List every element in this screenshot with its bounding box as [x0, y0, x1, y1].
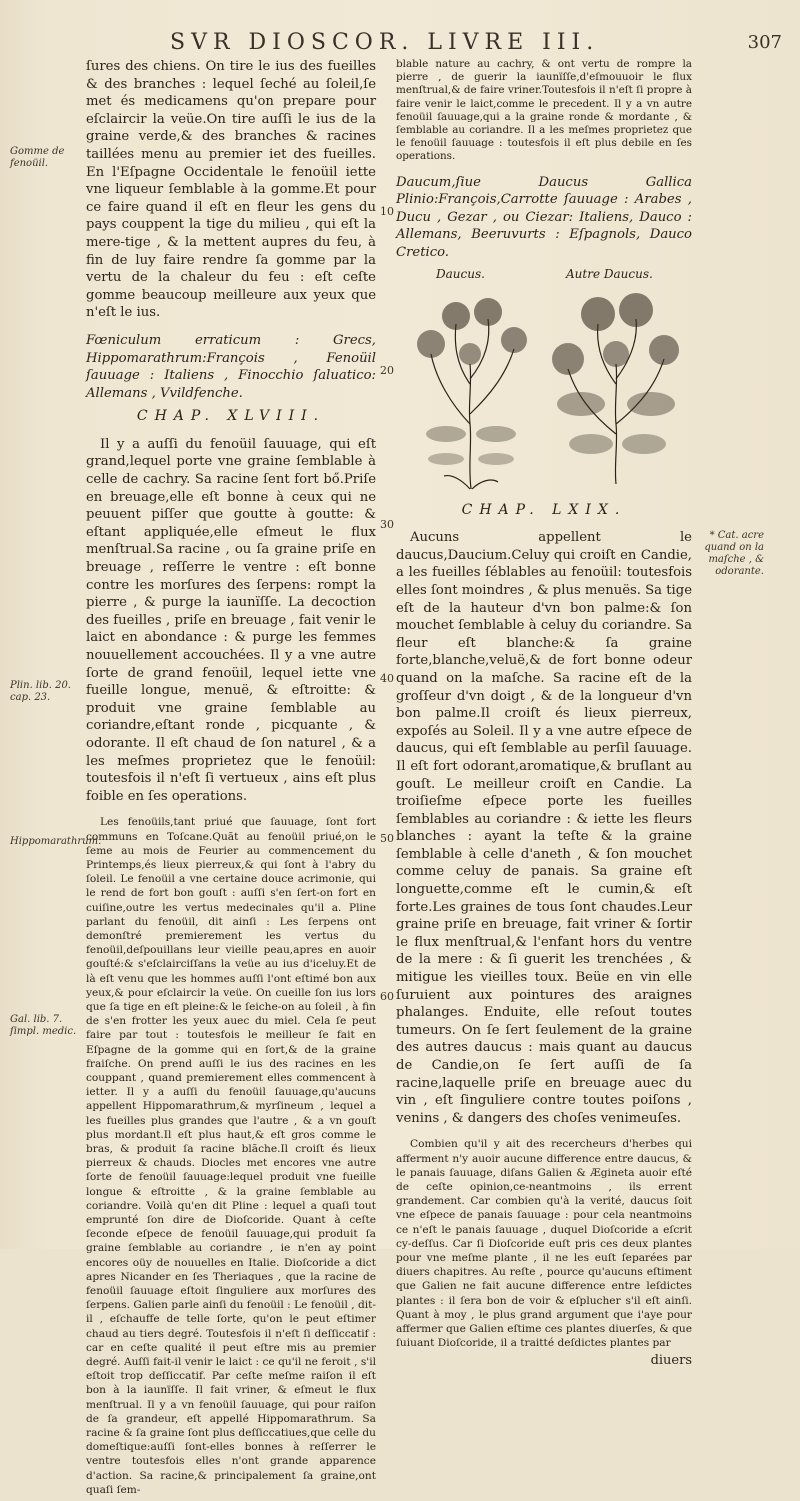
margin-note-pliny: Plin. lib. 20. cap. 23.	[10, 680, 71, 703]
paragraph-fennel-continued: blable nature au cachry, & ont vertu de rompre la pierre , de guerir la iaunïſſe,d'eſmouuoir le flux menſtrual,& de faire vriner.Toutesfois il n'eſt ſi propre à faire venir le laict,comme le precedent. Il y a vn autre fenoüil ſauuage,qui a la graine ronde & mordante , & ſemblable au coriandre. Il a les meſmes proprietez que le fenoüil ſauuage : toutesfois il eſt plus debile en ſes operations.	[396, 58, 692, 163]
left-column	[86, 58, 376, 1501]
page-number: 307	[747, 32, 782, 53]
margin-note-gomme: Gomme de fenoüil.	[10, 146, 65, 169]
paragraph-wild-fennel: Il y a auſſi du fenoüil ſauuage, qui eſt grand,lequel porte vne graine ſemblable à celle de cachry. Sa racine ſent fort bő.Priſe en breuage,elle eſt bonne à ceux qui ne peuuent piſſer que goutte à goutte: & eſtant appliquée,elle eſmeut le flux menſtrual.Sa racine , ou ſa graine priſe en breuage , reſſerre le ventre : eſt bonne contre les morſures des ſerpens: rompt la pierre , & purge la iaunïſſe. La decoction des fueilles , priſe en breuage , fait venir le laict en abondance : & purge les femmes nouuellement accouchées. Il y a vne autre ſorte de grand fenoüil, lequel iette vne fueille longue, menuë, & eſtroitte: & produit vne graine ſemblable au coriandre,eſtant ronde , picquante , & odorante. Il eſt chaud de ſon naturel , & a les meſmes proprietez que le fenoüil: toutesfois il n'eſt ſi vertueux , ains eſt plus foible en ſes operations.	[86, 436, 376, 804]
paragraph-daucus: Aucuns appellent le daucus,Daucium.Celuy qui croiſt en Candie, a les fueilles ſéblables au fenoüil: toutesfois elles ſont moindres , & plus menuës. Sa tige eſt de la hauteur d'vn bon palme:& ſon mouchet ſemblable à celuy du coriandre. Sa fleur eſt blanche:& ſa graine forte,blanche,veluë,& de fort bonne odeur quand on la maſche. Sa racine eſt de la groſſeur d'vn doigt , & de la longueur d'vn bon palme.Il croiſt és lieux pierreux, expoſés au Soleil. Il y a vne autre eſpece de daucus, qui eſt ſemblable au perſil ſauuage. Il eſt fort odorant,aromatique,& bruſlant au gouſt. Le meilleur croiſt en Candie. La troiſieſme eſpece porte les fueilles ſemblables au coriandre : & iette les fleurs blanches : ayant la teſte & la graine ſemblable à celle d'aneth , & ſon mouchet comme celuy de panais. Sa graine eſt longuette,comme eſt le cumin,& eſt forte.Les graines de tous ſont chaudes.Leur graine priſe en breuage, fait vriner & ſortir le flux menſtrual,& l'enfant hors du ventre de la mere : & ſi guerit les trenchées , & mitigue les vieilles toux. Beüe en vin elle ſuruient aux pointures des araignes phalanges. Enduite, elle reſout toutes tumeurs. On ſe ſert ſeulement de la graine des autres daucus : mais quant au daucus de Candie,on ſe ſert auſſi de ſa racine,laquelle priſe en breuage auec du vin , eſt ſinguliere contre toutes poiſons , venins , & dangers des choſes venimeuſes.	[396, 530, 693, 1126]
plant-illustrations	[396, 266, 692, 496]
line-number: 40	[380, 672, 394, 685]
catchword: diuers	[650, 1353, 692, 1369]
chapter-heading-69: CHAP. LXIX.	[461, 501, 627, 518]
line-number: 60	[380, 990, 394, 1003]
commentary-daucus: Combien qu'il y ait des recercheurs d'herbes qui afferment n'y auoir aucune difference entre daucus, & le panais ſauuage, diſans Galien & Ægineta auoir eſté de ceſte opinion,ce-neantmoins , ils errent grandement. Car combien qu'à la verité, daucus ſoit vne eſpece de panais ſauuage : pour cela neantmoins ce n'eſt le panais ſauuage , duquel Dioſcoride a eſcrit cy-deſſus. Car ſi Dioſcoride euſt pris ces deux plantes pour vne meſme plante , il ne les euſt ſeparées par diuers chapitres. Au reſte , pource qu'aucuns eſtiment que Galien ne fait aucune difference entre leſdictes plantes : il ſera bon de voir & eſplucher s'il eſt ainſi. Quant à moy , le plus grand argument que i'aye pour affermer que Galien eſtime ces plantes diuerſes, & que ſuiuant Dioſcoride, il a traitté deſdictes plantes par	[396, 1138, 692, 1350]
paragraph-fennel-gum: ſures des chiens. On tire le ius des fueilles & des branches : lequel ſeché au ſoleil,ſe met és medicamens qu'on prepare pour eſclaircir la veüe.On tire auſſi le ius de la graine verde,& des branches & racines taillées menu au premier iet des fueilles. En l'Eſpagne Occidentale le fenoüil iette vne liqueur ſemblable à la gomme.Et pour ce faire quand il eſt en fleur les gens du pays couppent la tige du milieu , qui eſt la mere-tige , & la mettent aupres du feu, à fin de luy faire rendre ſa gomme par la vertu de la chaleur du feu : eſt ceſte gomme beaucoup meilleure aux yeux que n'eſt le ius.	[86, 59, 376, 321]
line-number: 30	[380, 518, 394, 531]
margin-note-hippomarathrum: Hippomarathrum.	[10, 836, 102, 847]
commentary-fennel: Les fenoüils,tant priué que ſauuage, ſont fort communs en Toſcane.Quãt au fenoüil priué,on le ſeme au mois de Feurier au commencement du Printemps,és lieux pierreux,& qui ſont à l'abry du ſoleil. Le fenoüil a vne certaine douce acrimonie, qui le rend de fort bon gouſt : auſſi s'en ſert-on fort en cuiſine,outre les vertus medecinales qu'il a. Pline parlant du fenoüil, dit ainſi : Les ſerpens ont demonſtré premierement les vertus du fenoüil,deſpouillans leur vieille peau,apres en auoir gouſté:& s'eſclairciſſans la veüe au ius d'iceluy.Et de là eſt venu que les hommes auſſi l'ont eſtimé bon aux yeux,& pour eſclaircir la veüe. On cueille ſon ius lors que ſa tige en eſt pleine:& le ſeiche-on au ſoleil , à fin de s'en frotter les yeux auec du miel. Cela ſe peut faire par tout : toutesfois le meilleur ſe fait en Eſpagne de la gomme qui en ſort,& de la graine fraiſche. On prend auſſi le ius des racines en les couppant , quand premierement elles commencent à ietter. Il y a auſſi du fenoüil ſauuage,qu'aucuns appellent Hippomarathrum,& myrſineum , lequel a les fueilles plus grandes que l'autre , & a vn gouſt plus mordant.Il eſt plus haut,& eſt gros comme le bras, & produit ſa racine blãche.Il croiſt és lieux pierreux & chauds. Diocles met encores vne autre ſorte de fenoüil ſauuage:lequel produit vne fueille longue & eſtroitte , & la graine ſemblable au coriandre. Voilà qu'en dit Pline : lequel a quaſi tout emprunté ſon dire de Dioſcoride. Quant à ceſte ſeconde eſpece de fenoüil ſauuage,qui produit ſa graine ſemblable au coriandre , ie n'en ay point encores oüy de nouuelles en Italie. Dioſcoride a dict apres Nicander en ſes Theriaques , que la racine de fenoüil ſauuage eſtoit ſinguliere aux morſures des ſerpens. Galien parle ainſi du fenoüil : Le fenoüil , dit-il , eſchauffe de telle ſorte, qu'on le peut eſtimer chaud au tiers degré. Toutesfois il n'eſt ſi deſſiccatif : car en ceſte qualité il peut eſtre mis au premier degré. Auſſi fait-il venir le laict : ce qu'il ne feroit , s'il eſtoit trop deſſiccatif. Par ceſte meſme raiſon il eſt bon à la iaunïſſe. Il fait vriner, & eſmeut le flux menſtrual. Il y a vn fenoüil ſauuage, qui pour raiſon de ſa grandeur, eſt appellé Hippomarathrum. Sa racine & ſa graine ſont plus deſſiccatiues,que celle du domeſtique:auſſi ſont-elles bonnes à reſſerrer le ventre toutesfois elles n'ont grande apparence d'action. Sa racine,& principalement ſa graine,ont quaſi ſem-	[86, 816, 376, 1496]
figure-label-daucus: Daucus.	[436, 266, 485, 281]
chapter-heading-48: CHAP. XLVIII.	[136, 408, 326, 425]
synonyms-daucus: Daucum,ſiue Daucus Gallica Plinio:François,Carrotte ſauuage : Arabes , Ducu , Gezar , ou Ciezar: Italiens, Dauco : Allemans, Beeruvurts : Eſpagnols, Dauco Cretico.	[396, 174, 692, 260]
right-column	[396, 58, 692, 1369]
figure-label-autre-daucus: Autre Daucus.	[566, 266, 653, 281]
line-number: 20	[380, 364, 394, 377]
running-title: SVR DIOSCOR. LIVRE III.	[170, 30, 600, 55]
line-number: 10	[380, 205, 394, 218]
line-number: 50	[380, 832, 394, 845]
daucus-plant-woodcut	[406, 284, 536, 494]
autre-daucus-plant-woodcut	[546, 284, 686, 494]
margin-note-galen: Gal. lib. 7. ſimpl. medic.	[10, 1014, 77, 1037]
synonyms-wild-fennel: Fœniculum erraticum : Grecs, Hippomarathrum:François , Fenoüil ſauuage : Italiens , Finocchio ſaluatico: Allemans , Vvildfenche.	[86, 332, 376, 401]
margin-note-cat: * Cat. acre quand on la maſche , & odorante.	[704, 530, 764, 577]
